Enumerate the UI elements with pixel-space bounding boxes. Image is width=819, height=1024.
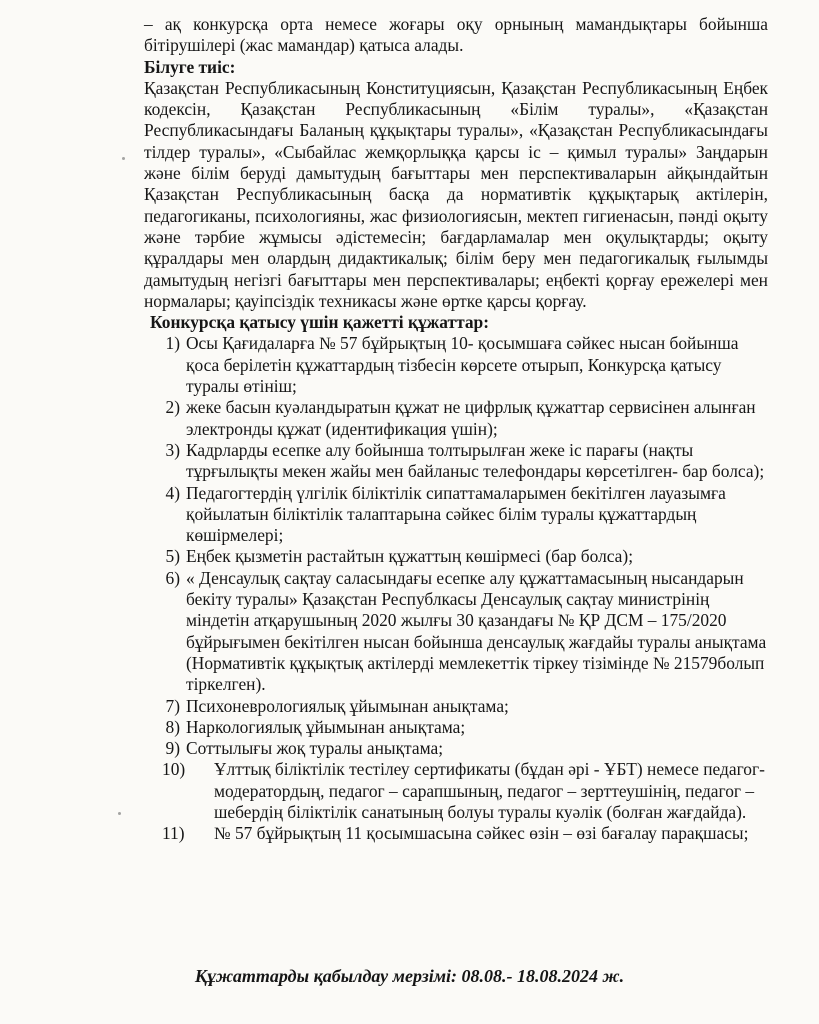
item-text: Ұлттық біліктілік тестілеу сертификаты (бұдан әрі - ҰБТ) немесе педагог- модератордың, педагог – сарапшының, педагог – зерттеушінің, педагог – шебердің біліктілік санатының болуы туралы куәлік (болған жағдайда). [214, 759, 765, 822]
item-text: Осы Қағидаларға № 57 бұйрықтың 10- қосымшаға сәйкес нысан бойынша қоса берілетін құжаттардың тізбесін көрсете отырып, Конкурсқа қатысу туралы өтініш; [186, 333, 739, 397]
documents-heading: Конкурсқа қатысу үшін қажетті құжаттар: [150, 312, 489, 333]
list-item [144, 397, 768, 440]
list-item [144, 696, 768, 717]
item-number: 6) [165, 567, 180, 588]
list-item [144, 333, 768, 397]
item-text: № 57 бұйрықтың 11 қосымшасына сәйкес өзін – өзі бағалау парақшасы; [214, 823, 749, 844]
list-item [144, 440, 768, 483]
item-number: 1) [165, 333, 180, 354]
scan-speck [122, 157, 125, 160]
list-item [144, 759, 768, 823]
item-number: 8) [165, 716, 180, 737]
document-body [144, 14, 768, 845]
item-text: « Денсаулық сақтау саласындағы есепке алу құжаттамасының нысандарын бекіту туралы» Қазақстан Республкасы Денсаулық сақтау министрінің міндетін атқарушының 2020 жылғы 30 қазандағы № ҚР ДСМ – 175/2020 бұйрығымен бекітілген нысан бойынша денсаулық жағдайы туралы анықтама (Нормативтік құқықтық актілерді мемлекеттік тіркеу тізімінде № 21579болып тіркелген). [186, 567, 767, 695]
item-number: 3) [165, 439, 180, 460]
item-text: Кадрларды есепке алу бойынша толтырылған жеке іс парағы (нақты тұрғылықты мекен жайы мен байланыс телефондары көрсетілген- бар болса); [186, 439, 765, 482]
list-item [144, 483, 768, 547]
item-text: Соттылығы жоқ туралы анықтама; [186, 738, 444, 759]
knowledge-paragraph: Қазақстан Республикасының Конституциясын, Қазақстан Республикасының Еңбек кодексін, Қазақстан Республикасының «Білім туралы», «Қазақстан Республикасындағы Баланың құқықтары туралы», «Қазақстан Республикасындағы тілдер туралы», «Сыбайлас жемқорлыққа қарсы іс – қимыл туралы» Заңдарын және білім беруді дамытудың бағыттары мен перспективаларын айқындайтын Қазақстан Республикасының басқа да нормативтік құқықтарық актілерін, педагогиканы, психологияны, жас физиологиясын, мектеп гигиенасын, пәнді оқыту және тәрбие жұмысы әдістемесін; бағдарламалар мен оқулықтарды; оқыту құралдары мен олардың дидактикалық; білім беру мен педагогикалық ғылымды дамытудың негізгі бағыттары мен перспективалары; еңбекті қорғау ережелері мен нормалары; қауіпсіздік техникасы және өртке қарсы қорғау. [144, 77, 768, 311]
item-number: 4) [165, 482, 180, 503]
item-number: 7) [165, 695, 180, 716]
documents-list [144, 333, 768, 844]
list-item [144, 823, 768, 844]
list-item [144, 568, 768, 696]
item-number: 9) [165, 738, 180, 759]
list-item [144, 738, 768, 759]
item-text: Педагогтердің үлгілік біліктілік сипаттамаларымен бекітілген лауазымға қойылатын біліктілік талаптарына сәйкес білім туралы құжаттардың көшірмелері; [186, 482, 726, 546]
submission-deadline: Құжаттарды қабылдау мерзімі: 08.08.- 18.08.2024 ж. [194, 966, 625, 986]
item-number: 10) [162, 759, 186, 780]
list-item [144, 717, 768, 738]
intro-paragraph: – ақ конкурсқа орта немесе жоғары оқу орнының мамандықтары бойынша бітірушілері (жас мамандар) қатыса алады. [144, 14, 768, 56]
item-number: 11) [162, 823, 185, 844]
item-text: Психоневрологиялық ұйымынан анықтама; [186, 695, 509, 716]
list-item [144, 546, 768, 567]
item-text: Еңбек қызметін растайтын құжаттың көшірмесі (бар болса); [186, 546, 634, 567]
scan-speck [118, 812, 121, 815]
item-text: жеке басын куәландыратын құжат не цифрлық құжаттар сервисінен алынған электронды құжат (идентификация үшін); [186, 397, 756, 439]
knowledge-heading: Білуге тиіс: [144, 56, 236, 77]
item-number: 2) [165, 397, 180, 418]
item-number: 5) [165, 546, 180, 567]
item-text: Наркологиялық ұйымынан анықтама; [186, 716, 466, 737]
